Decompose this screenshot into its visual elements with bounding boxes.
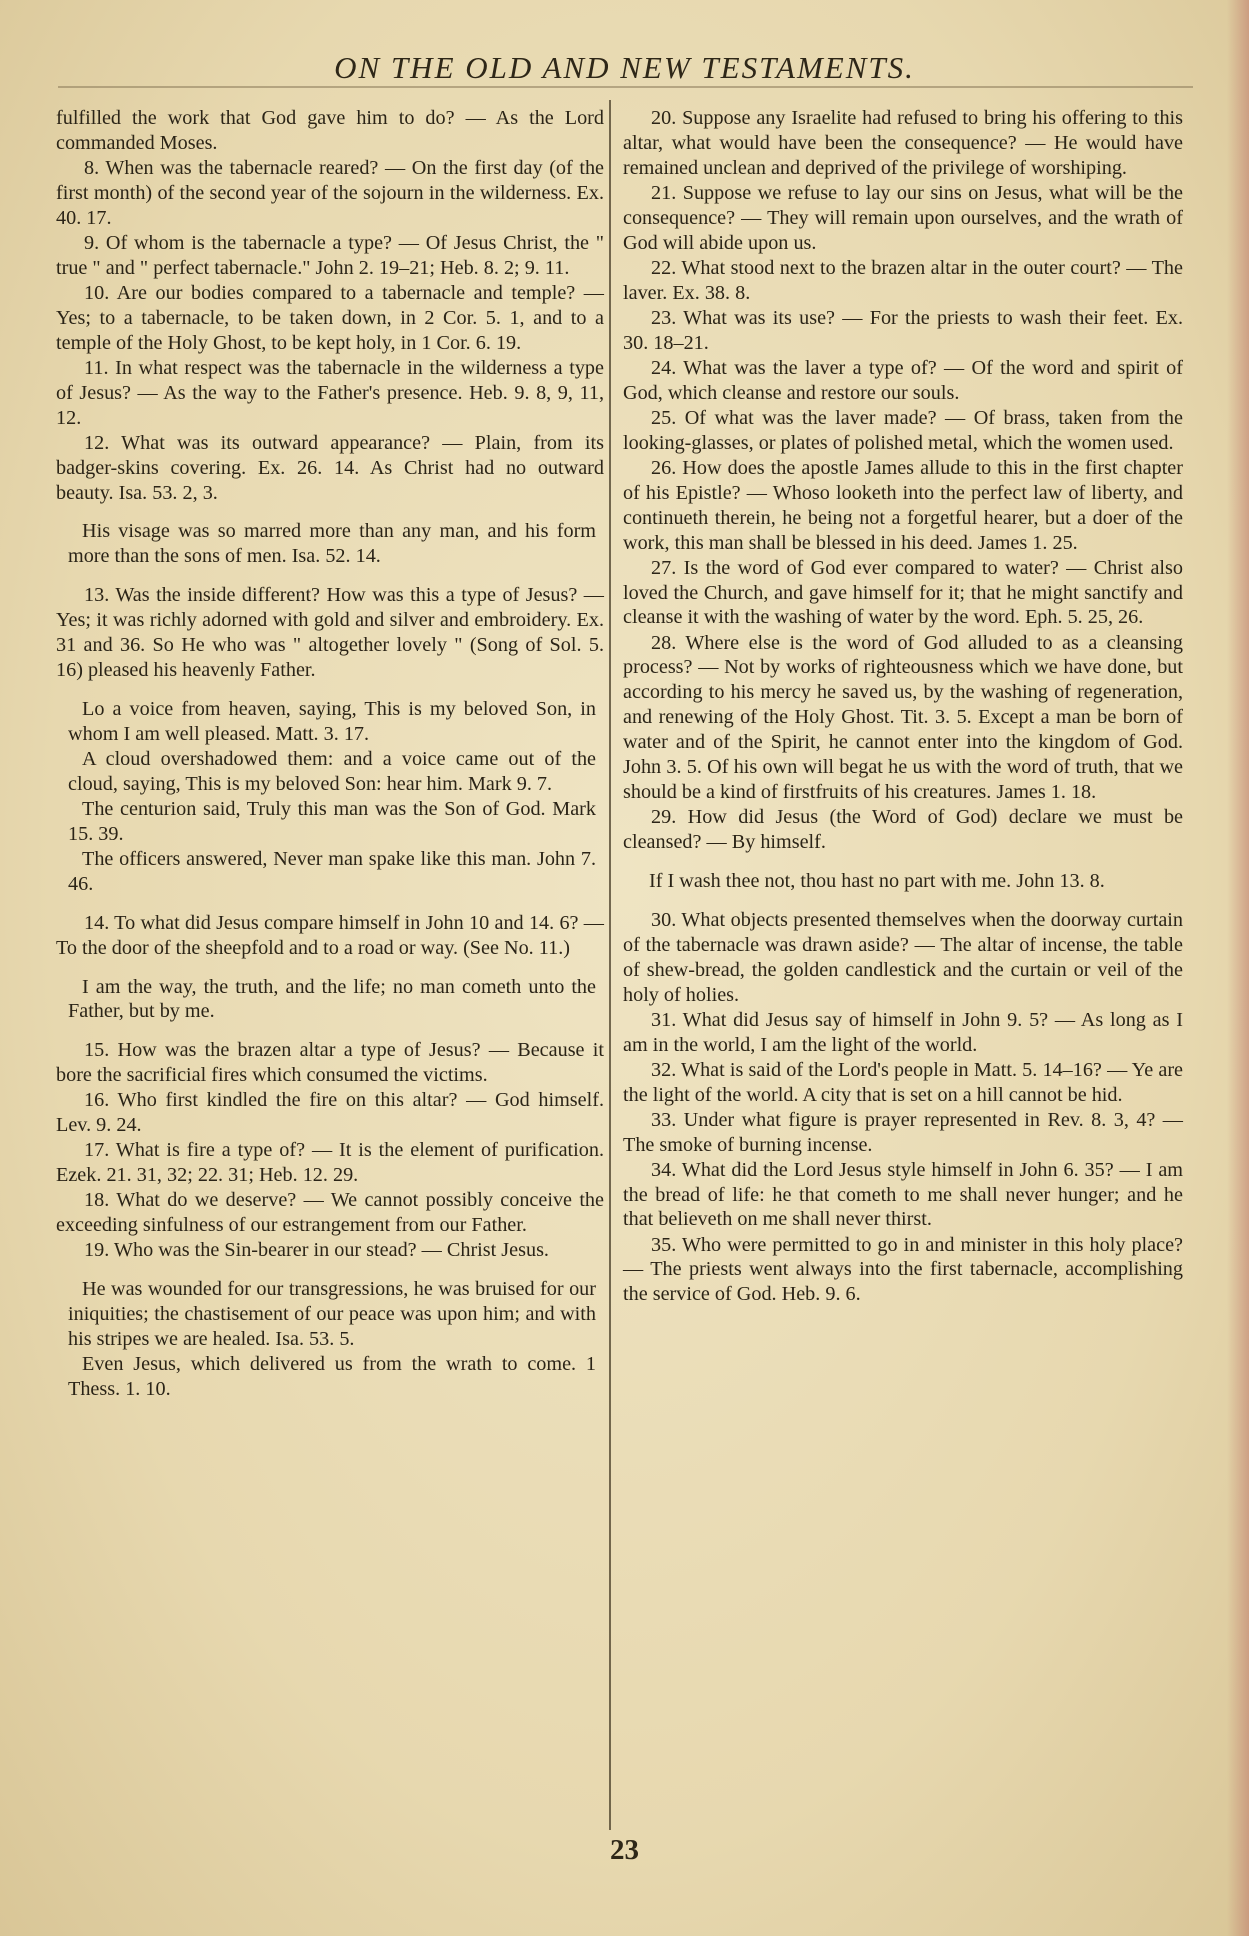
scripture-quote-line: I am the way, the truth, and the life; no man cometh unto the Father, but by me.: [68, 975, 596, 1023]
scripture-quote: [56, 697, 604, 897]
catechism-paragraph: 10. Are our bodies compared to a tabernacle and temple? — Yes; to a tabernacle, to be taken down, in 2 Cor. 5. 1, and to a temple of the Holy Ghost, to be kept holy, in 1 Cor. 6. 19.: [56, 281, 604, 354]
catechism-paragraph: 24. What was the laver a type of? — Of the word and spirit of God, which cleanse and restore our souls.: [623, 356, 1183, 404]
catechism-paragraph: 28. Where else is the word of God alluded to as a cleansing process? — Not by works of righteousness which we have done, but according to his mercy he saved us, by the washing of regeneration, and renewing of the Holy Ghost. Tit. 3. 5. Except a man be born of water and of the Spirit, he cannot enter into the kingdom of God. John 3. 5. Of his own will begat he us with the word of truth, that we should be a kind of firstfruits of his creatures. James 1. 18.: [623, 631, 1183, 803]
catechism-paragraph: 19. Who was the Sin-bearer in our stead? — Christ Jesus.: [84, 1239, 549, 1262]
catechism-paragraph: 27. Is the word of God ever compared to water? — Christ also loved the Church, and gave himself for it; that he might sanctify and cleanse it with the washing of water by the word. Eph. 5. 25, 26.: [623, 556, 1183, 629]
catechism-paragraph: 15. How was the brazen altar a type of Jesus? — Because it bore the sacrificial fires which consumed the victims.: [56, 1039, 604, 1087]
scripture-quote-line: The centurion said, Truly this man was the Son of God. Mark 15. 39.: [68, 797, 596, 845]
catechism-paragraph: 9. Of whom is the tabernacle a type? — Of Jesus Christ, the " true " and " perfect tabernacle." John 2. 19–21; Heb. 8. 2; 9. 11.: [56, 231, 604, 279]
catechism-paragraph: fulfilled the work that God gave him to do? — As the Lord commanded Moses.: [56, 107, 604, 154]
catechism-paragraph: 26. How does the apostle James allude to this in the first chapter of his Epistle? — Whoso looketh into the perfect law of liberty, and continueth therein, he being not a forgetful hearer, but a doer of the work, this man shall be blessed in his deed. James 1. 25.: [623, 456, 1183, 554]
scripture-quote: [56, 519, 604, 569]
catechism-paragraph: 11. In what respect was the tabernacle in the wilderness a type of Jesus? — As the way to the Father's presence. Heb. 9. 8, 9, 11, 12.: [56, 356, 604, 429]
catechism-paragraph: 34. What did the Lord Jesus style himself in John 6. 35? — I am the bread of life: he that cometh to me shall never hunger; and he that believeth on me shall never thirst.: [623, 1158, 1183, 1231]
scripture-quote-line: If I wash thee not, thou hast no part with me. John 13. 8.: [649, 869, 1105, 892]
catechism-paragraph: 33. Under what figure is prayer represented in Rev. 8. 3, 4? — The smoke of burning incense.: [623, 1108, 1183, 1156]
catechism-paragraph: 23. What was its use? — For the priests to wash their feet. Ex. 30. 18–21.: [623, 306, 1183, 354]
catechism-paragraph: 29. How did Jesus (the Word of God) declare we must be cleansed? — By himself.: [623, 806, 1183, 853]
scripture-quote-line: His visage was so marred more than any man, and his form more than the sons of men. Isa. 52. 14.: [68, 520, 596, 568]
catechism-paragraph: 21. Suppose we refuse to lay our sins on Jesus, what will be the consequence? — They will remain upon ourselves, and the wrath of God will abide upon us.: [623, 181, 1183, 254]
catechism-paragraph: 30. What objects presented themselves when the doorway curtain of the tabernacle was drawn aside? — The altar of incense, the table of shew-bread, the golden candlestick and the curtain or veil of the holy of holies.: [623, 908, 1183, 1006]
scripture-quote: [623, 869, 1183, 894]
catechism-paragraph: 35. Who were permitted to go in and minister in this holy place? — The priests went always into the first tabernacle, accomplishing the service of God. Heb. 9. 6.: [623, 1233, 1183, 1306]
catechism-paragraph: 32. What is said of the Lord's people in Matt. 5. 14–16? — Ye are the light of the world. A city that is set on a hill cannot be hid.: [623, 1058, 1183, 1106]
left-column: [56, 106, 604, 1416]
header-rule: [58, 86, 1193, 88]
scripture-quote-line: The officers answered, Never man spake like this man. John 7. 46.: [68, 847, 596, 895]
catechism-paragraph: 20. Suppose any Israelite had refused to bring his offering to this altar, what would have been the consequence? — He would have remained unclean and deprived of the privilege of worshiping.: [623, 107, 1183, 179]
catechism-paragraph: 18. What do we deserve? — We cannot possibly conceive the exceeding sinfulness of our estrangement from our Father.: [56, 1189, 604, 1237]
scripture-quote-line: He was wounded for our transgressions, he was bruised for our iniquities; the chastisement of our peace was upon him; and with his stripes we are healed. Isa. 53. 5.: [68, 1278, 596, 1351]
column-divider: [609, 100, 611, 1830]
scripture-quote: [56, 975, 604, 1025]
scripture-quote: [56, 1277, 604, 1402]
scripture-quote-line: A cloud overshadowed them: and a voice came out of the cloud, saying, This is my beloved Son: hear him. Mark 9. 7.: [68, 747, 596, 795]
scripture-quote-line: Even Jesus, which delivered us from the wrath to come. 1 Thess. 1. 10.: [68, 1353, 596, 1401]
catechism-paragraph: 31. What did Jesus say of himself in John 9. 5? — As long as I am in the world, I am the light of the world.: [623, 1008, 1183, 1056]
page-edge-stain: [1227, 0, 1249, 1936]
catechism-paragraph: 16. Who first kindled the fire on this altar? — God himself. Lev. 9. 24.: [56, 1089, 604, 1137]
right-column: [623, 106, 1183, 1307]
catechism-paragraph: 25. Of what was the laver made? — Of brass, taken from the looking-glasses, or plates of polished metal, which the women used.: [623, 406, 1183, 454]
catechism-paragraph: 12. What was its outward appearance? — Plain, from its badger-skins covering. Ex. 26. 14. As Christ had no outward beauty. Isa. 53. 2, 3.: [56, 431, 604, 504]
catechism-paragraph: 22. What stood next to the brazen altar in the outer court? — The laver. Ex. 38. 8.: [623, 256, 1183, 304]
running-header: ON THE OLD AND NEW TESTAMENTS.: [334, 50, 915, 85]
catechism-paragraph: 13. Was the inside different? How was this a type of Jesus? — Yes; it was richly adorned with gold and silver and embroidery. Ex. 31 and 36. So He who was " altogether lovely " (Song of Sol. 5. 16) pleased his heavenly Father.: [56, 584, 604, 681]
catechism-paragraph: 14. To what did Jesus compare himself in John 10 and 14. 6? — To the door of the sheepfold and to a road or way. (See No. 11.): [56, 911, 604, 959]
page-number: 23: [610, 1834, 639, 1866]
catechism-paragraph: 17. What is fire a type of? — It is the element of purification. Ezek. 21. 31, 32; 22. 31; Heb. 12. 29.: [56, 1139, 604, 1187]
catechism-paragraph: 8. When was the tabernacle reared? — On the first day (of the first month) of the second year of the sojourn in the wilderness. Ex. 40. 17.: [56, 157, 604, 229]
scripture-quote-line: Lo a voice from heaven, saying, This is my beloved Son, in whom I am well pleased. Matt. 3. 17.: [68, 697, 596, 745]
